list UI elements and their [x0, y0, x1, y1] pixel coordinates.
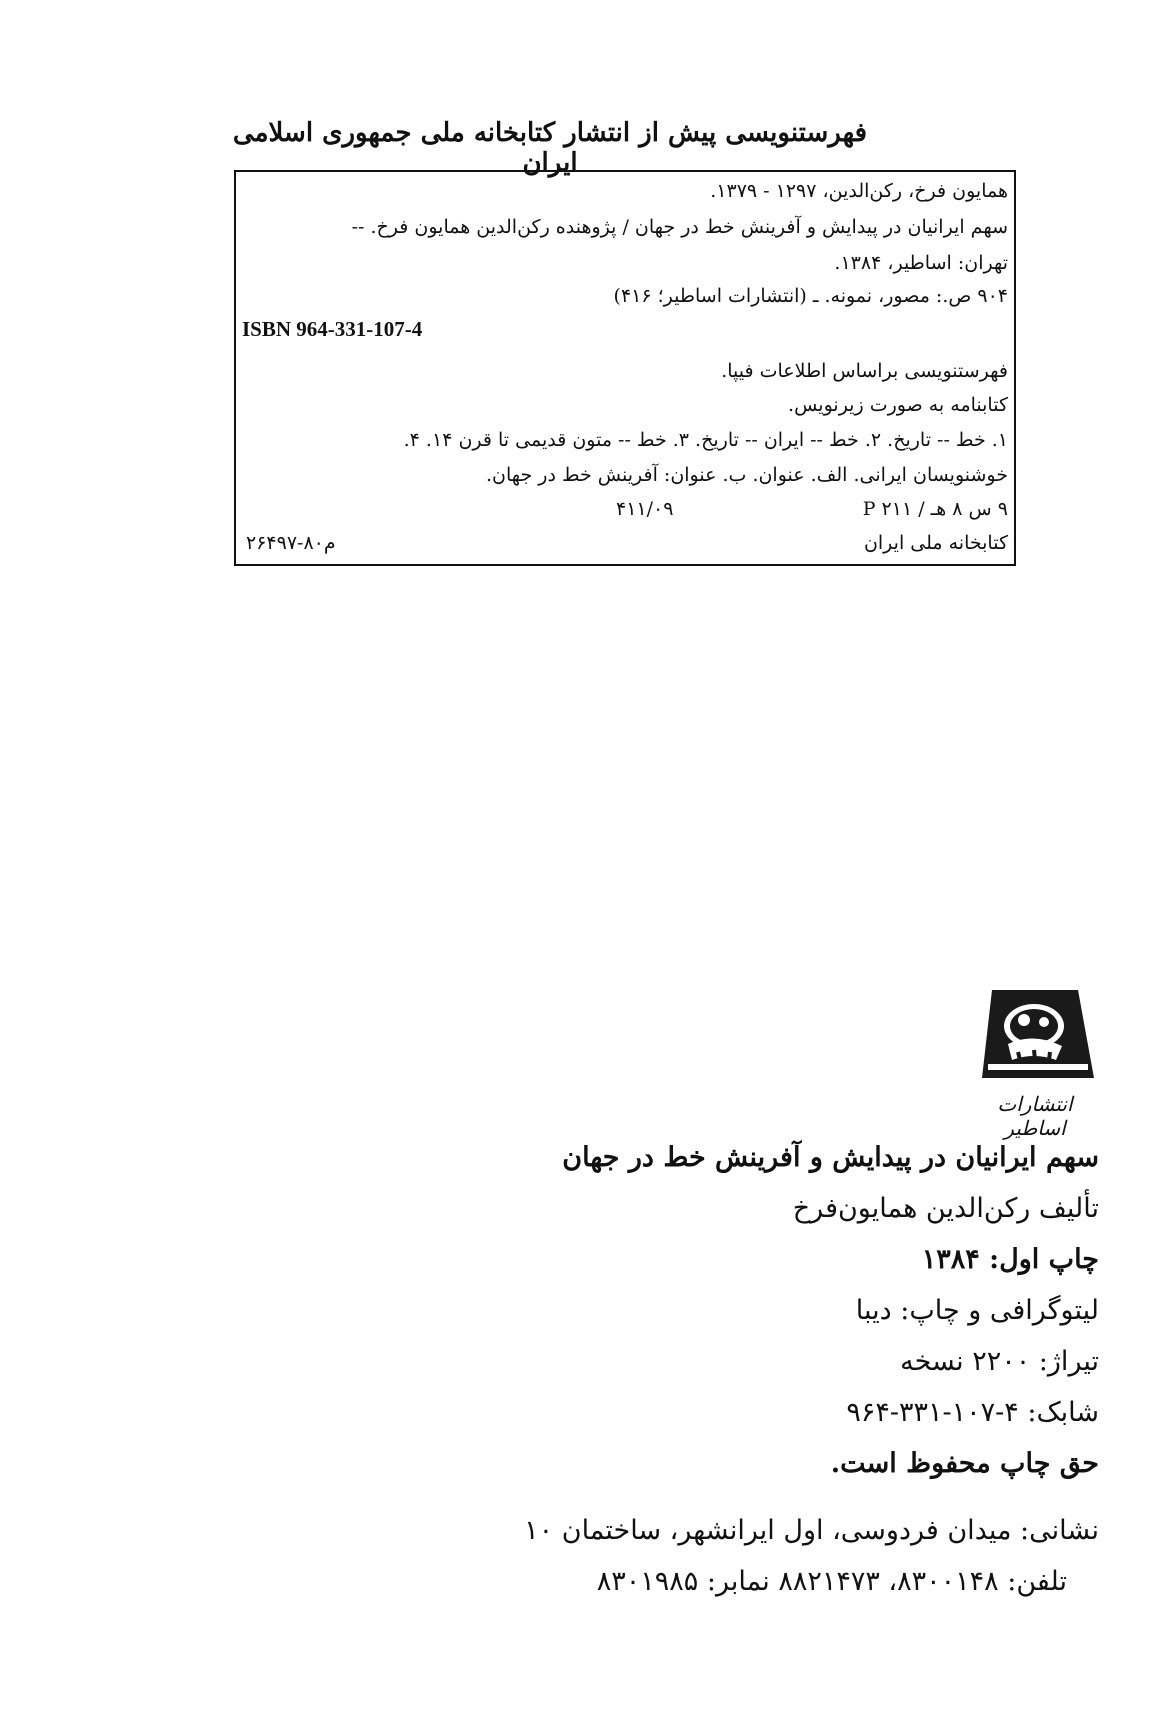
cip-note-line: کتابنامه به صورت زیرنویس. [788, 394, 1008, 416]
colophon-title: سهم ایرانیان در پیدایش و آفرینش خط در جهان [562, 1142, 1099, 1173]
colophon-edition: چاپ اول: ۱۳۸۴ [921, 1244, 1099, 1275]
cip-description-line: ۹۰۴ ص.: مصور، نمونه. ـ (انتشارات اساطیر؛ ۴۱۶) [613, 285, 1008, 307]
colophon-printing: لیتوگرافی و چاپ: دیبا [855, 1295, 1099, 1326]
cip-title-line: سهم ایرانیان در پیدایش و آفرینش خط در جهان / پژوهنده رکن‌الدین همایون فرخ. -- [351, 216, 1008, 238]
cip-subject-line: ۱. خط -- تاریخ. ۲. خط -- ایران -- تاریخ. ۳. خط -- متون قدیمی تا قرن ۱۴. ۴. [403, 429, 1008, 451]
cip-subject-line: خوشنویسان ایرانی. الف. عنوان. ب. عنوان: آفرینش خط در جهان. [485, 464, 1008, 486]
cip-national-number: م۸۰-۲۶۴۹۷ [246, 532, 336, 554]
cip-dewey-classification: ۴۱۱/۰۹ [616, 498, 674, 520]
colophon-address: نشانی: میدان فردوسی، اول ایرانشهر، ساختمان ۱۰ [524, 1515, 1099, 1546]
asatir-publisher-logo-icon [978, 982, 1098, 1082]
colophon-rights: حق چاپ محفوظ است. [830, 1448, 1099, 1479]
publisher-caption: انتشارات اساطیر [997, 1092, 1073, 1140]
cip-note-line: فهرستنویسی براساس اطلاعات فیپا. [721, 360, 1008, 382]
cip-imprint-line: تهران: اساطیر، ۱۳۸۴. [834, 252, 1008, 274]
colophon-circulation: تیراژ: ۲۲۰۰ نسخه [900, 1346, 1099, 1377]
cip-record-box [234, 170, 1016, 566]
cip-library: کتابخانه ملی ایران [863, 532, 1008, 554]
colophon-phone: تلفن: ۸۳۰۰۱۴۸، ۸۸۲۱۴۷۳ نمابر: ۸۳۰۱۹۸۵ [596, 1566, 1067, 1597]
colophon-isbn: شابک: ۴-۱۰۷-۳۳۱-۹۶۴ [846, 1397, 1099, 1428]
cip-author-line: همایون فرخ، رکن‌الدین، ۱۲۹۷ - ۱۳۷۹. [710, 180, 1008, 202]
cip-lc-classification: ۹ س ۸ هـ / P ۲۱۱ [862, 498, 1008, 520]
colophon-author: تألیف رکن‌الدین همایون‌فرخ [792, 1193, 1099, 1224]
cip-header: فهرستنویسی پیش از انتشار کتابخانه ملی جمهوری اسلامی ایران [232, 118, 868, 178]
cip-isbn: ISBN 964-331-107-4 [242, 317, 423, 341]
